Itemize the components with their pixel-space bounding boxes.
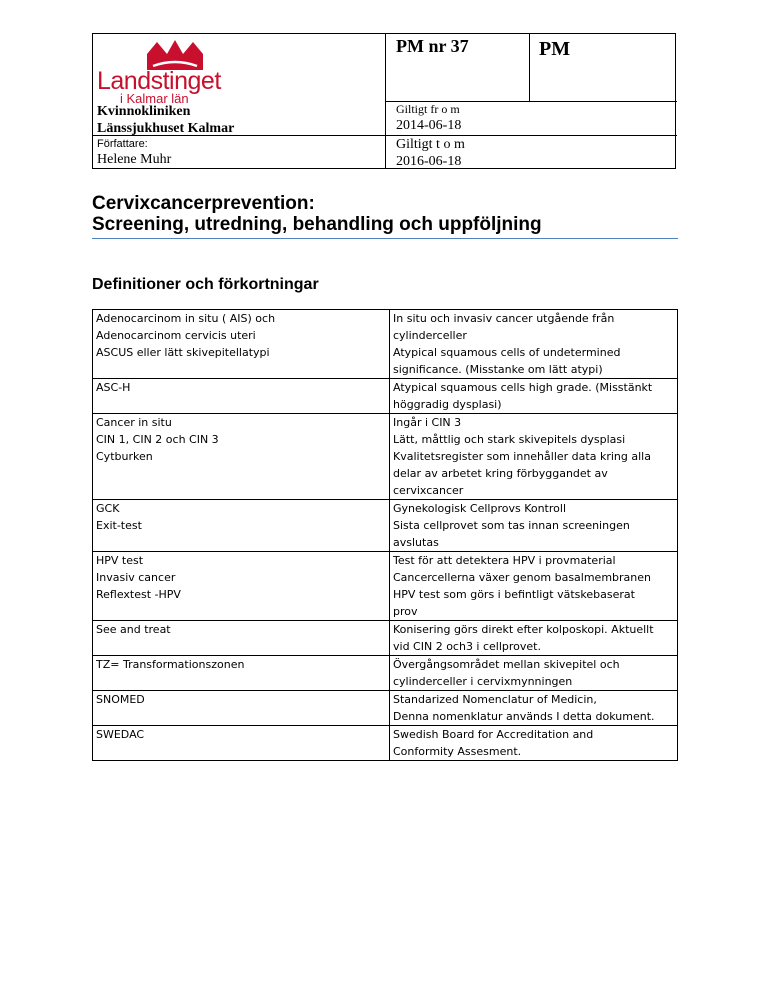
definition-text: vid CIN 2 och3 i cellprovet. [393, 640, 541, 653]
definition-text: cylinderceller i cervixmynningen [393, 675, 573, 688]
term-text: See and treat [96, 623, 171, 636]
definitions-table [92, 309, 678, 761]
term-cell [93, 656, 390, 691]
definition-cell [390, 726, 678, 761]
valid-from-date: 2014-06-18 [396, 118, 462, 133]
definition-text: Atypical squamous cells high grade. (Misstänkt [393, 381, 653, 394]
logo-subtitle: i Kalmar län [120, 91, 189, 106]
definition-cell [390, 500, 678, 552]
definition-cell [390, 414, 678, 500]
valid-to-date: 2016-06-18 [396, 154, 462, 169]
definition-text: In situ och invasiv cancer utgående från [393, 312, 615, 325]
definition-text: Sista cellprovet som tas innan screeningen [393, 519, 630, 532]
definition-text: significance. (Misstanke om lätt atypi) [393, 363, 603, 376]
definition-text: cervixcancer [393, 484, 464, 497]
term-cell [93, 621, 390, 656]
header-divider [529, 34, 530, 101]
definition-text: Atypical squamous cells of undetermined [393, 346, 621, 359]
term-text: Cancer in situ [96, 416, 172, 429]
hospital-name: Länssjukhuset Kalmar [97, 121, 235, 136]
term-text: ASC-H [96, 381, 131, 394]
definition-text: Ingår i CIN 3 [393, 416, 462, 429]
definition-text: Kvalitetsregister som innehåller data kring alla [393, 450, 651, 463]
department [97, 103, 234, 137]
table-row [93, 691, 678, 726]
definition-text: Standarized Nomenclatur of Medicin, [393, 693, 597, 706]
definition-text: avslutas [393, 536, 439, 549]
definition-text: cylinderceller [393, 329, 467, 342]
table-row [93, 500, 678, 552]
table-row [93, 726, 678, 761]
definition-text: Test för att detektera HPV i provmaterial [393, 554, 616, 567]
definition-cell [390, 379, 678, 414]
department-name: Kvinnokliniken [97, 104, 191, 119]
pm-number: PM nr 37 [396, 36, 469, 56]
term-text: Adenocarcinom cervicis uteri [96, 329, 256, 342]
term-text: HPV test [96, 554, 144, 567]
definition-text: HPV test som görs i befintligt vätskebaserat [393, 588, 635, 601]
document-title [92, 193, 542, 235]
table-row [93, 621, 678, 656]
definition-cell [390, 552, 678, 621]
definition-text: prov [393, 605, 418, 618]
definition-text: Övergångsområdet mellan skivepitel och [393, 658, 620, 671]
title-rule [92, 238, 678, 239]
section-heading: Definitioner och förkortningar [92, 276, 319, 293]
term-text: ASCUS eller lätt skivepitellatypi [96, 346, 270, 359]
term-text: CIN 1, CIN 2 och CIN 3 [96, 433, 219, 446]
definition-cell [390, 691, 678, 726]
table-row [93, 414, 678, 500]
table-row [93, 552, 678, 621]
table-row [93, 310, 678, 379]
definition-text: Gynekologisk Cellprovs Kontroll [393, 502, 566, 515]
valid-to-label: Giltigt t o m [396, 137, 465, 152]
term-text: Exit-test [96, 519, 142, 532]
definition-cell [390, 310, 678, 379]
term-text: SWEDAC [96, 728, 145, 741]
term-text: Invasiv cancer [96, 571, 176, 584]
definition-text: Konisering görs direkt efter kolposkopi. Aktuellt [393, 623, 654, 636]
term-cell [93, 379, 390, 414]
document-header [92, 33, 676, 169]
valid-from-label: Giltigt fr o m [396, 102, 460, 116]
title-line: Screening, utredning, behandling och uppföljning [92, 214, 542, 235]
definition-cell [390, 656, 678, 691]
definition-text: Denna nomenklatur används I detta dokument. [393, 710, 655, 723]
author-name: Helene Muhr [97, 152, 172, 167]
author-label: Författare: [97, 138, 148, 150]
definition-text: Lätt, måttlig och stark skivepitels dysplasi [393, 433, 626, 446]
table-row [93, 656, 678, 691]
term-text: TZ= Transformationszonen [96, 658, 245, 671]
term-text: Adenocarcinom in situ ( AIS) och [96, 312, 276, 325]
term-text: SNOMED [96, 693, 145, 706]
definition-cell [390, 621, 678, 656]
definition-text: höggradig dysplasi) [393, 398, 502, 411]
term-text: Reflextest -HPV [96, 588, 181, 601]
definition-text: Cancercellerna växer genom basalmembranen [393, 571, 652, 584]
title-line: Cervixcancerprevention: [92, 193, 315, 214]
definition-text: delar av arbetet kring förbyggandet av [393, 467, 608, 480]
document-type: PM [539, 38, 571, 60]
logo-wordmark: Landstinget [97, 67, 221, 95]
table-row [93, 379, 678, 414]
term-text: Cytburken [96, 450, 153, 463]
term-cell [93, 552, 390, 621]
definition-text: Conformity Assesment. [393, 745, 522, 758]
term-cell [93, 310, 390, 379]
term-text: GCK [96, 502, 120, 515]
term-cell [93, 414, 390, 500]
term-cell [93, 691, 390, 726]
term-cell [93, 500, 390, 552]
term-cell [93, 726, 390, 761]
definition-text: Swedish Board for Accreditation and [393, 728, 594, 741]
